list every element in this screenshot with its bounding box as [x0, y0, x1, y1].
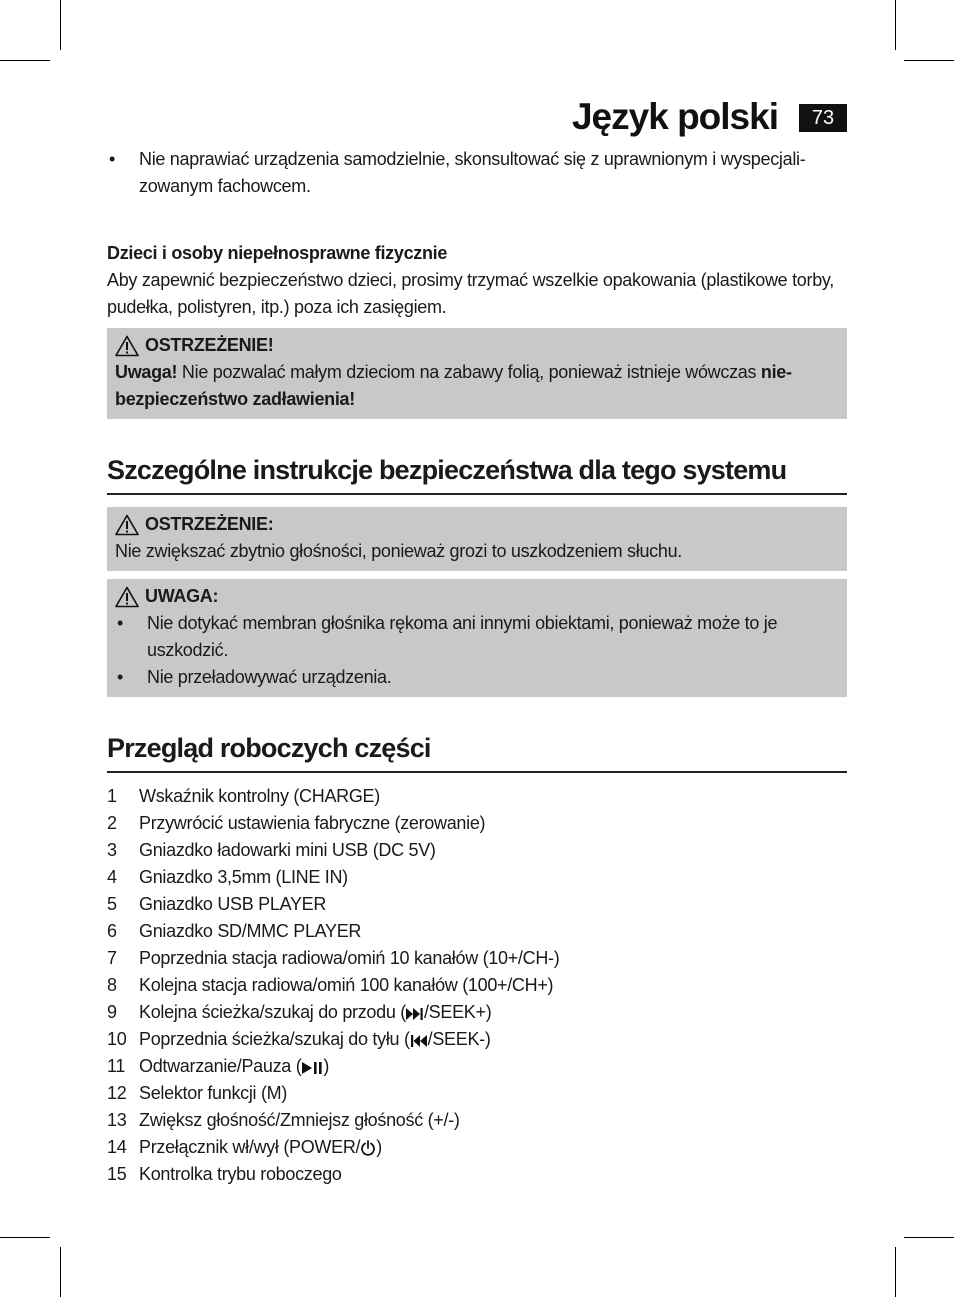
- part-number: 12: [107, 1083, 127, 1103]
- part-label: Gniazdko SD/MMC PLAYER: [139, 921, 362, 941]
- warning-triangle-icon: [115, 586, 139, 608]
- children-body: Aby zapewnić bezpieczeństwo dzieci, prosimy trzymać wszelkie opakowania (plastikowe torby, pudełka, polistyren, itp.) poza ich zasięgiem.: [107, 270, 834, 317]
- part-number: 4: [107, 867, 117, 887]
- list-item: [107, 918, 847, 945]
- bullet-dot: •: [117, 613, 124, 633]
- power-icon: [360, 1140, 376, 1156]
- part-label-pre: Poprzednia ścieżka/szukaj do tyłu (: [139, 1029, 410, 1049]
- play-pause-icon: [301, 1061, 323, 1075]
- warning-title: [115, 332, 839, 359]
- warning-emphasis: nie- bezpieczeństwo zadławienia!: [115, 362, 792, 409]
- part-number: 3: [107, 840, 117, 860]
- page-title: Język polski: [571, 96, 778, 137]
- crop-mark: [60, 1247, 61, 1297]
- crop-mark: [0, 60, 50, 61]
- caution-title-text: UWAGA:: [145, 586, 219, 606]
- part-label-post: ): [376, 1137, 382, 1157]
- next-track-icon: [406, 1007, 424, 1021]
- part-label-pre: Przełącznik wł/wył (POWER/: [139, 1137, 361, 1157]
- list-item: [107, 1161, 847, 1188]
- warning-title-text: OSTRZEŻENIE:: [145, 514, 274, 534]
- part-label: [139, 1053, 329, 1080]
- list-item: [107, 1026, 847, 1053]
- crop-mark: [0, 1237, 50, 1238]
- bullet-dot: •: [117, 667, 124, 687]
- previous-track-icon: [410, 1034, 428, 1048]
- part-number: 11: [107, 1056, 126, 1076]
- warning-body: Nie zwiększać zbytnio głośności, ponieważ grozi to uszkodzeniem słuchu.: [115, 541, 682, 561]
- part-label: [139, 1134, 382, 1161]
- part-number: 2: [107, 813, 117, 833]
- part-number: 8: [107, 975, 117, 995]
- part-label: Zwiększ głośność/Zmniejsz głośność (+/-): [139, 1110, 460, 1130]
- bullet-dot: •: [109, 149, 116, 169]
- intro-bullet-text: Nie naprawiać urządzenia samodzielnie, skonsultować się z uprawnionym i wyspecjali- zowanym fachowcem.: [139, 149, 806, 196]
- part-number: 5: [107, 894, 117, 914]
- part-label: Przywrócić ustawienia fabryczne (zerowanie): [139, 813, 486, 833]
- part-number: 1: [107, 786, 117, 806]
- list-item: [107, 999, 847, 1026]
- caution-box: [107, 579, 847, 697]
- caution-item: [115, 664, 839, 691]
- part-label-post: /SEEK-): [427, 1029, 491, 1049]
- warning-text: Nie pozwalać małym dzieciom na zabawy folią, ponieważ istnieje wówczas: [177, 362, 761, 382]
- list-item: [107, 837, 847, 864]
- part-number: 7: [107, 948, 117, 968]
- part-label: [139, 1026, 491, 1053]
- caution-item-text: Nie dotykać membran głośnika rękoma ani innymi obiektami, ponieważ może to je uszkodzić.: [147, 613, 778, 660]
- crop-mark: [904, 1237, 954, 1238]
- list-item: [107, 1107, 847, 1134]
- crop-mark: [895, 0, 896, 50]
- children-heading: Dzieci i osoby niepełnosprawne fizycznie: [107, 243, 448, 263]
- warning-box-choking: [107, 328, 847, 419]
- list-item: [107, 1053, 847, 1080]
- part-label: Wskaźnik kontrolny (CHARGE): [139, 786, 380, 806]
- part-number: 9: [107, 1002, 117, 1022]
- part-label: [139, 999, 491, 1026]
- part-number: 10: [107, 1029, 127, 1049]
- part-label: Gniazdko ładowarki mini USB (DC 5V): [139, 840, 436, 860]
- part-label: Gniazdko 3,5mm (LINE IN): [139, 867, 348, 887]
- part-label: Kolejna stacja radiowa/omiń 100 kanałów (100+/CH+): [139, 975, 554, 995]
- warning-box-volume: [107, 507, 847, 571]
- part-number: 13: [107, 1110, 127, 1130]
- safety-section-heading: Szczególne instrukcje bezpieczeństwa dla tego systemu: [107, 453, 847, 495]
- parts-list: [107, 783, 847, 1188]
- part-label: Kontrolka trybu roboczego: [139, 1164, 342, 1184]
- part-number: 14: [107, 1137, 127, 1157]
- caution-title: [115, 583, 839, 610]
- list-item: [107, 945, 847, 972]
- list-item: [107, 1134, 847, 1161]
- parts-section-heading: Przegląd roboczych części: [107, 731, 847, 773]
- list-item: [107, 1080, 847, 1107]
- list-item: [107, 810, 847, 837]
- crop-mark: [895, 1247, 896, 1297]
- caution-item-text: Nie przeładowywać urządzenia.: [147, 667, 392, 687]
- crop-mark: [904, 60, 954, 61]
- caution-item: [115, 610, 839, 664]
- page-content: [107, 146, 847, 1188]
- list-item: [107, 972, 847, 999]
- crop-mark: [60, 0, 61, 50]
- list-item: [107, 864, 847, 891]
- part-label-pre: Kolejna ścieżka/szukaj do przodu (: [139, 1002, 406, 1022]
- warning-lead: Uwaga!: [115, 362, 178, 382]
- warning-triangle-icon: [115, 335, 139, 357]
- warning-triangle-icon: [115, 514, 139, 536]
- part-label-post: ): [323, 1056, 330, 1076]
- part-label: Gniazdko USB PLAYER: [139, 894, 327, 914]
- part-label-post: /SEEK+): [423, 1002, 492, 1022]
- part-number: 6: [107, 921, 117, 941]
- intro-bullet: [107, 146, 847, 200]
- warning-body: [115, 359, 839, 413]
- part-label-pre: Odtwarzanie/Pauza (: [139, 1056, 302, 1076]
- warning-title-text: OSTRZEŻENIE!: [145, 335, 274, 355]
- list-item: [107, 783, 847, 810]
- part-number: 15: [107, 1164, 127, 1184]
- page-number: 73: [799, 104, 847, 132]
- list-item: [107, 891, 847, 918]
- part-label: Selektor funkcji (M): [139, 1083, 288, 1103]
- warning-title: [115, 511, 839, 538]
- part-label: Poprzednia stacja radiowa/omiń 10 kanałów (10+/CH-): [139, 948, 560, 968]
